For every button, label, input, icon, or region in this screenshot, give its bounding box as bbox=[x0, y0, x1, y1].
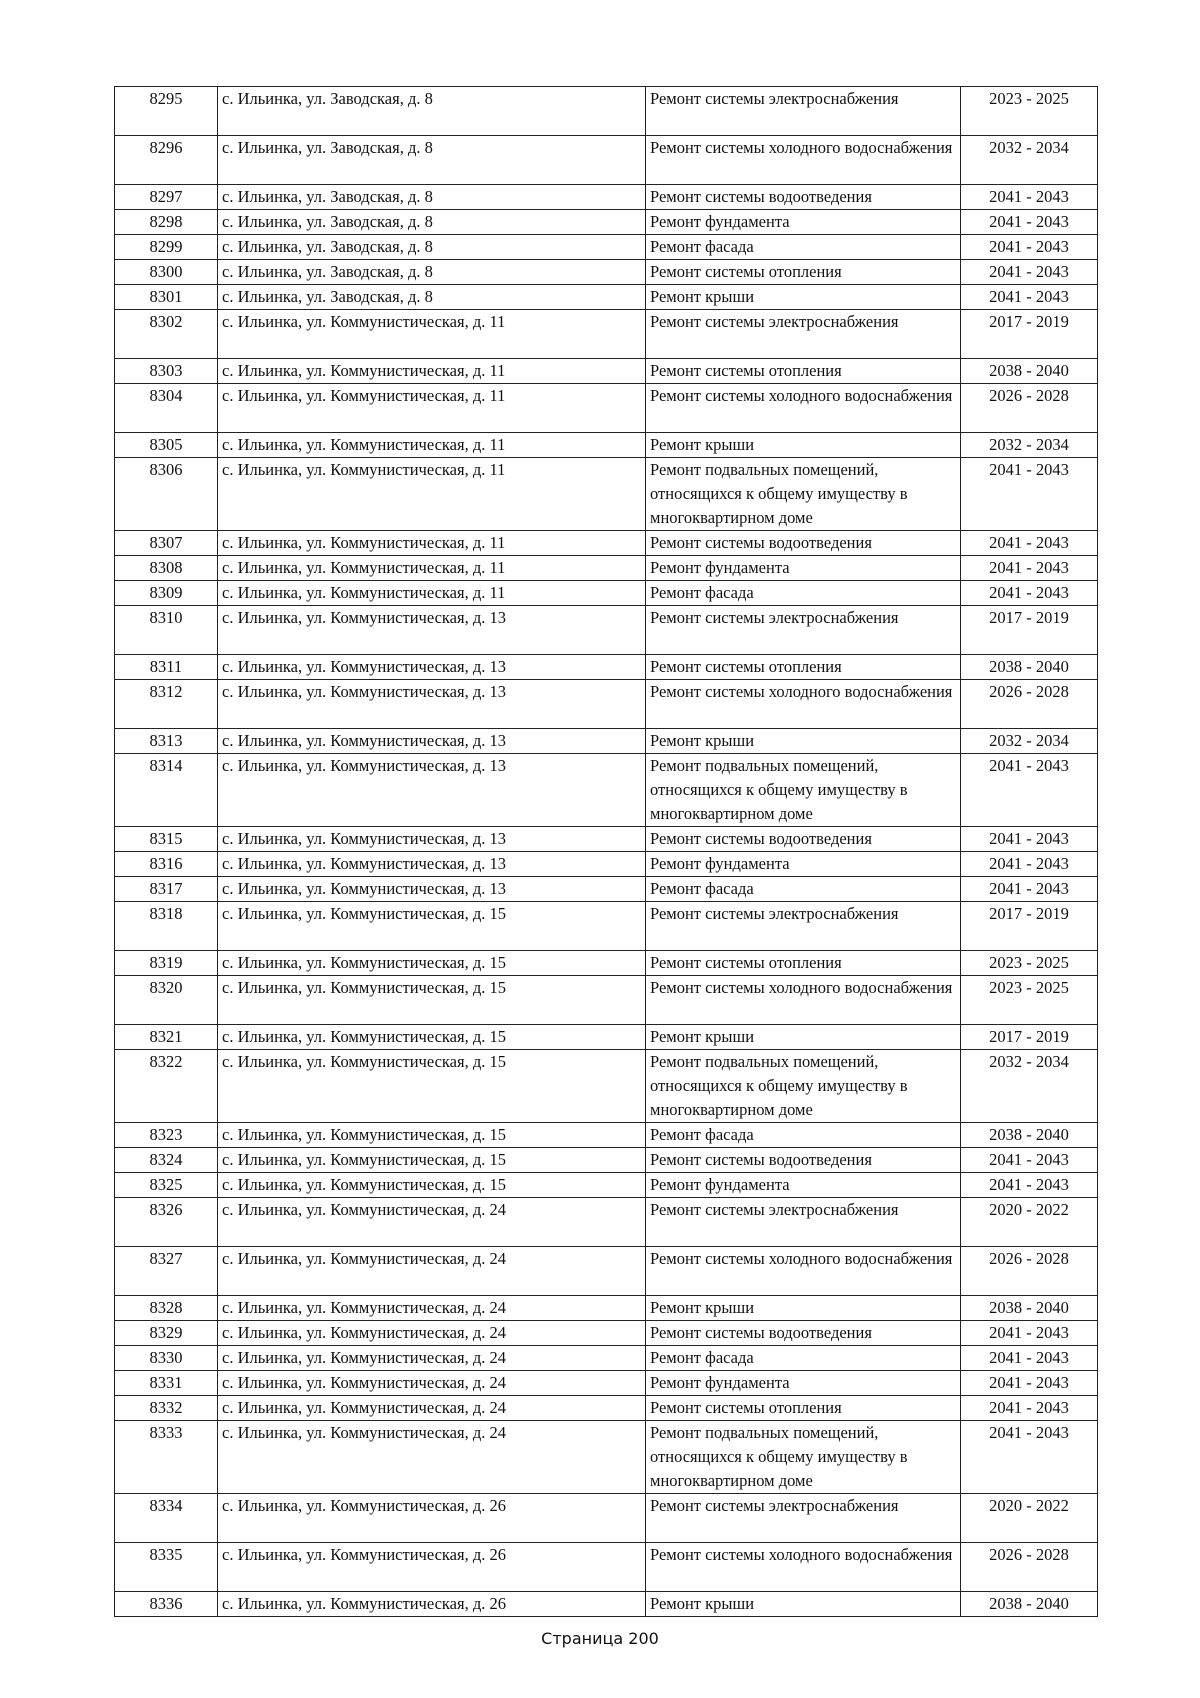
row-number: 8310 bbox=[115, 606, 218, 655]
period-cell: 2038 - 2040 bbox=[961, 1296, 1098, 1321]
work-type-cell: Ремонт фасада bbox=[646, 581, 961, 606]
address-cell: с. Ильинка, ул. Коммунистическая, д. 24 bbox=[218, 1198, 646, 1247]
address-cell: с. Ильинка, ул. Заводская, д. 8 bbox=[218, 185, 646, 210]
address-cell: с. Ильинка, ул. Коммунистическая, д. 11 bbox=[218, 384, 646, 433]
row-number: 8312 bbox=[115, 680, 218, 729]
period-cell: 2041 - 2043 bbox=[961, 1371, 1098, 1396]
row-number: 8321 bbox=[115, 1025, 218, 1050]
work-type-cell: Ремонт системы водоотведения bbox=[646, 1148, 961, 1173]
address-cell: с. Ильинка, ул. Коммунистическая, д. 13 bbox=[218, 655, 646, 680]
row-number: 8313 bbox=[115, 729, 218, 754]
work-type-cell: Ремонт крыши bbox=[646, 1296, 961, 1321]
work-type-cell: Ремонт фасада bbox=[646, 235, 961, 260]
work-type-cell: Ремонт системы холодного водоснабжения bbox=[646, 680, 961, 729]
table-row bbox=[115, 384, 1098, 433]
address-cell: с. Ильинка, ул. Коммунистическая, д. 11 bbox=[218, 581, 646, 606]
address-cell: с. Ильинка, ул. Коммунистическая, д. 15 bbox=[218, 1050, 646, 1123]
work-type-cell: Ремонт системы электроснабжения bbox=[646, 902, 961, 951]
row-number: 8335 bbox=[115, 1543, 218, 1592]
row-number: 8295 bbox=[115, 87, 218, 136]
period-cell: 2038 - 2040 bbox=[961, 359, 1098, 384]
period-cell: 2032 - 2034 bbox=[961, 433, 1098, 458]
period-cell: 2041 - 2043 bbox=[961, 1421, 1098, 1494]
row-number: 8303 bbox=[115, 359, 218, 384]
address-cell: с. Ильинка, ул. Коммунистическая, д. 13 bbox=[218, 680, 646, 729]
work-type-cell: Ремонт системы холодного водоснабжения bbox=[646, 384, 961, 433]
period-cell: 2038 - 2040 bbox=[961, 1592, 1098, 1617]
table-row bbox=[115, 951, 1098, 976]
work-type-cell: Ремонт фасада bbox=[646, 877, 961, 902]
table-row bbox=[115, 210, 1098, 235]
table-row bbox=[115, 1421, 1098, 1494]
period-cell: 2032 - 2034 bbox=[961, 729, 1098, 754]
table-row bbox=[115, 581, 1098, 606]
period-cell: 2020 - 2022 bbox=[961, 1494, 1098, 1543]
work-type-cell: Ремонт системы электроснабжения bbox=[646, 1494, 961, 1543]
address-cell: с. Ильинка, ул. Коммунистическая, д. 13 bbox=[218, 606, 646, 655]
table-row bbox=[115, 1346, 1098, 1371]
row-number: 8330 bbox=[115, 1346, 218, 1371]
work-type-cell: Ремонт системы отопления bbox=[646, 655, 961, 680]
row-number: 8308 bbox=[115, 556, 218, 581]
table-row bbox=[115, 136, 1098, 185]
row-number: 8314 bbox=[115, 754, 218, 827]
period-cell: 2041 - 2043 bbox=[961, 1321, 1098, 1346]
work-type-cell: Ремонт подвальных помещений, относящихся к общему имуществу в многоквартирном доме bbox=[646, 458, 961, 531]
address-cell: с. Ильинка, ул. Коммунистическая, д. 13 bbox=[218, 754, 646, 827]
period-cell: 2023 - 2025 bbox=[961, 87, 1098, 136]
period-cell: 2020 - 2022 bbox=[961, 1198, 1098, 1247]
row-number: 8296 bbox=[115, 136, 218, 185]
period-cell: 2041 - 2043 bbox=[961, 1396, 1098, 1421]
period-cell: 2026 - 2028 bbox=[961, 384, 1098, 433]
address-cell: с. Ильинка, ул. Коммунистическая, д. 15 bbox=[218, 1148, 646, 1173]
table-row bbox=[115, 1148, 1098, 1173]
address-cell: с. Ильинка, ул. Коммунистическая, д. 24 bbox=[218, 1346, 646, 1371]
work-type-cell: Ремонт системы электроснабжения bbox=[646, 1198, 961, 1247]
table-row bbox=[115, 285, 1098, 310]
period-cell: 2017 - 2019 bbox=[961, 606, 1098, 655]
address-cell: с. Ильинка, ул. Заводская, д. 8 bbox=[218, 260, 646, 285]
address-cell: с. Ильинка, ул. Коммунистическая, д. 11 bbox=[218, 531, 646, 556]
row-number: 8320 bbox=[115, 976, 218, 1025]
work-type-cell: Ремонт системы водоотведения bbox=[646, 1321, 961, 1346]
row-number: 8315 bbox=[115, 827, 218, 852]
period-cell: 2041 - 2043 bbox=[961, 827, 1098, 852]
table-row bbox=[115, 458, 1098, 531]
table-row bbox=[115, 606, 1098, 655]
address-cell: с. Ильинка, ул. Коммунистическая, д. 13 bbox=[218, 852, 646, 877]
table-row bbox=[115, 359, 1098, 384]
table-row bbox=[115, 1494, 1098, 1543]
address-cell: с. Ильинка, ул. Коммунистическая, д. 11 bbox=[218, 310, 646, 359]
table-row bbox=[115, 433, 1098, 458]
address-cell: с. Ильинка, ул. Заводская, д. 8 bbox=[218, 87, 646, 136]
work-type-cell: Ремонт фундамента bbox=[646, 852, 961, 877]
address-cell: с. Ильинка, ул. Коммунистическая, д. 15 bbox=[218, 951, 646, 976]
work-type-cell: Ремонт подвальных помещений, относящихся к общему имуществу в многоквартирном доме bbox=[646, 754, 961, 827]
address-cell: с. Ильинка, ул. Коммунистическая, д. 13 bbox=[218, 877, 646, 902]
row-number: 8302 bbox=[115, 310, 218, 359]
period-cell: 2041 - 2043 bbox=[961, 235, 1098, 260]
period-cell: 2026 - 2028 bbox=[961, 680, 1098, 729]
table-row bbox=[115, 827, 1098, 852]
table-row bbox=[115, 877, 1098, 902]
row-number: 8301 bbox=[115, 285, 218, 310]
period-cell: 2041 - 2043 bbox=[961, 260, 1098, 285]
row-number: 8325 bbox=[115, 1173, 218, 1198]
work-type-cell: Ремонт системы холодного водоснабжения bbox=[646, 1543, 961, 1592]
address-cell: с. Ильинка, ул. Коммунистическая, д. 13 bbox=[218, 827, 646, 852]
period-cell: 2032 - 2034 bbox=[961, 1050, 1098, 1123]
work-type-cell: Ремонт фундамента bbox=[646, 210, 961, 235]
address-cell: с. Ильинка, ул. Коммунистическая, д. 24 bbox=[218, 1421, 646, 1494]
work-type-cell: Ремонт крыши bbox=[646, 1592, 961, 1617]
table-row bbox=[115, 87, 1098, 136]
address-cell: с. Ильинка, ул. Коммунистическая, д. 26 bbox=[218, 1543, 646, 1592]
work-type-cell: Ремонт подвальных помещений, относящихся к общему имуществу в многоквартирном доме bbox=[646, 1421, 961, 1494]
row-number: 8316 bbox=[115, 852, 218, 877]
row-number: 8300 bbox=[115, 260, 218, 285]
table-row bbox=[115, 1592, 1098, 1617]
work-type-cell: Ремонт крыши bbox=[646, 729, 961, 754]
table-row bbox=[115, 754, 1098, 827]
period-cell: 2041 - 2043 bbox=[961, 531, 1098, 556]
work-type-cell: Ремонт фасада bbox=[646, 1123, 961, 1148]
work-type-cell: Ремонт фасада bbox=[646, 1346, 961, 1371]
address-cell: с. Ильинка, ул. Коммунистическая, д. 15 bbox=[218, 1123, 646, 1148]
row-number: 8306 bbox=[115, 458, 218, 531]
work-type-cell: Ремонт системы электроснабжения bbox=[646, 606, 961, 655]
row-number: 8327 bbox=[115, 1247, 218, 1296]
table-row bbox=[115, 1123, 1098, 1148]
table-row bbox=[115, 1198, 1098, 1247]
work-type-cell: Ремонт системы отопления bbox=[646, 359, 961, 384]
table-row bbox=[115, 1543, 1098, 1592]
period-cell: 2023 - 2025 bbox=[961, 951, 1098, 976]
row-number: 8297 bbox=[115, 185, 218, 210]
period-cell: 2041 - 2043 bbox=[961, 1148, 1098, 1173]
address-cell: с. Ильинка, ул. Коммунистическая, д. 15 bbox=[218, 1173, 646, 1198]
work-type-cell: Ремонт системы водоотведения bbox=[646, 185, 961, 210]
period-cell: 2041 - 2043 bbox=[961, 877, 1098, 902]
address-cell: с. Ильинка, ул. Коммунистическая, д. 11 bbox=[218, 556, 646, 581]
row-number: 8329 bbox=[115, 1321, 218, 1346]
work-type-cell: Ремонт системы водоотведения bbox=[646, 531, 961, 556]
row-number: 8336 bbox=[115, 1592, 218, 1617]
work-type-cell: Ремонт системы водоотведения bbox=[646, 827, 961, 852]
work-type-cell: Ремонт фундамента bbox=[646, 1173, 961, 1198]
period-cell: 2026 - 2028 bbox=[961, 1543, 1098, 1592]
address-cell: с. Ильинка, ул. Коммунистическая, д. 11 bbox=[218, 359, 646, 384]
row-number: 8317 bbox=[115, 877, 218, 902]
table-row bbox=[115, 655, 1098, 680]
table-row bbox=[115, 976, 1098, 1025]
address-cell: с. Ильинка, ул. Коммунистическая, д. 26 bbox=[218, 1592, 646, 1617]
address-cell: с. Ильинка, ул. Коммунистическая, д. 13 bbox=[218, 729, 646, 754]
row-number: 8299 bbox=[115, 235, 218, 260]
work-type-cell: Ремонт системы отопления bbox=[646, 951, 961, 976]
table-row bbox=[115, 1247, 1098, 1296]
table-row bbox=[115, 556, 1098, 581]
address-cell: с. Ильинка, ул. Коммунистическая, д. 24 bbox=[218, 1396, 646, 1421]
address-cell: с. Ильинка, ул. Заводская, д. 8 bbox=[218, 210, 646, 235]
row-number: 8307 bbox=[115, 531, 218, 556]
work-type-cell: Ремонт системы холодного водоснабжения bbox=[646, 136, 961, 185]
table-row bbox=[115, 902, 1098, 951]
period-cell: 2032 - 2034 bbox=[961, 136, 1098, 185]
work-type-cell: Ремонт системы отопления bbox=[646, 260, 961, 285]
address-cell: с. Ильинка, ул. Коммунистическая, д. 15 bbox=[218, 902, 646, 951]
work-type-cell: Ремонт крыши bbox=[646, 1025, 961, 1050]
table-row bbox=[115, 1173, 1098, 1198]
row-number: 8326 bbox=[115, 1198, 218, 1247]
row-number: 8309 bbox=[115, 581, 218, 606]
period-cell: 2038 - 2040 bbox=[961, 1123, 1098, 1148]
row-number: 8318 bbox=[115, 902, 218, 951]
period-cell: 2017 - 2019 bbox=[961, 902, 1098, 951]
table-body bbox=[115, 87, 1098, 1617]
address-cell: с. Ильинка, ул. Коммунистическая, д. 15 bbox=[218, 1025, 646, 1050]
work-type-cell: Ремонт системы электроснабжения bbox=[646, 310, 961, 359]
work-type-cell: Ремонт системы электроснабжения bbox=[646, 87, 961, 136]
period-cell: 2017 - 2019 bbox=[961, 310, 1098, 359]
row-number: 8332 bbox=[115, 1396, 218, 1421]
address-cell: с. Ильинка, ул. Коммунистическая, д. 24 bbox=[218, 1321, 646, 1346]
table-row bbox=[115, 1296, 1098, 1321]
table-row bbox=[115, 531, 1098, 556]
period-cell: 2017 - 2019 bbox=[961, 1025, 1098, 1050]
period-cell: 2041 - 2043 bbox=[961, 458, 1098, 531]
table-row bbox=[115, 1025, 1098, 1050]
address-cell: с. Ильинка, ул. Коммунистическая, д. 24 bbox=[218, 1247, 646, 1296]
row-number: 8334 bbox=[115, 1494, 218, 1543]
table-row bbox=[115, 185, 1098, 210]
row-number: 8333 bbox=[115, 1421, 218, 1494]
table-row bbox=[115, 852, 1098, 877]
period-cell: 2026 - 2028 bbox=[961, 1247, 1098, 1296]
work-type-cell: Ремонт крыши bbox=[646, 433, 961, 458]
period-cell: 2041 - 2043 bbox=[961, 210, 1098, 235]
row-number: 8328 bbox=[115, 1296, 218, 1321]
address-cell: с. Ильинка, ул. Коммунистическая, д. 11 bbox=[218, 433, 646, 458]
repair-schedule-table bbox=[114, 86, 1098, 1617]
row-number: 8305 bbox=[115, 433, 218, 458]
table-row bbox=[115, 1396, 1098, 1421]
work-type-cell: Ремонт фундамента bbox=[646, 556, 961, 581]
period-cell: 2038 - 2040 bbox=[961, 655, 1098, 680]
row-number: 8319 bbox=[115, 951, 218, 976]
address-cell: с. Ильинка, ул. Заводская, д. 8 bbox=[218, 136, 646, 185]
row-number: 8324 bbox=[115, 1148, 218, 1173]
period-cell: 2041 - 2043 bbox=[961, 1173, 1098, 1198]
period-cell: 2041 - 2043 bbox=[961, 754, 1098, 827]
row-number: 8304 bbox=[115, 384, 218, 433]
table-row bbox=[115, 260, 1098, 285]
table-row bbox=[115, 1371, 1098, 1396]
row-number: 8322 bbox=[115, 1050, 218, 1123]
address-cell: с. Ильинка, ул. Коммунистическая, д. 24 bbox=[218, 1296, 646, 1321]
table-row bbox=[115, 729, 1098, 754]
work-type-cell: Ремонт системы холодного водоснабжения bbox=[646, 976, 961, 1025]
table-row bbox=[115, 310, 1098, 359]
row-number: 8311 bbox=[115, 655, 218, 680]
address-cell: с. Ильинка, ул. Коммунистическая, д. 15 bbox=[218, 976, 646, 1025]
row-number: 8298 bbox=[115, 210, 218, 235]
work-type-cell: Ремонт фундамента bbox=[646, 1371, 961, 1396]
address-cell: с. Ильинка, ул. Коммунистическая, д. 26 bbox=[218, 1494, 646, 1543]
page-number: Страница 200 bbox=[541, 1629, 659, 1648]
work-type-cell: Ремонт подвальных помещений, относящихся к общему имуществу в многоквартирном доме bbox=[646, 1050, 961, 1123]
period-cell: 2041 - 2043 bbox=[961, 285, 1098, 310]
table-row bbox=[115, 680, 1098, 729]
table-row bbox=[115, 235, 1098, 260]
table-row bbox=[115, 1321, 1098, 1346]
address-cell: с. Ильинка, ул. Заводская, д. 8 bbox=[218, 285, 646, 310]
address-cell: с. Ильинка, ул. Заводская, д. 8 bbox=[218, 235, 646, 260]
work-type-cell: Ремонт системы отопления bbox=[646, 1396, 961, 1421]
period-cell: 2023 - 2025 bbox=[961, 976, 1098, 1025]
period-cell: 2041 - 2043 bbox=[961, 1346, 1098, 1371]
period-cell: 2041 - 2043 bbox=[961, 556, 1098, 581]
work-type-cell: Ремонт системы холодного водоснабжения bbox=[646, 1247, 961, 1296]
row-number: 8323 bbox=[115, 1123, 218, 1148]
address-cell: с. Ильинка, ул. Коммунистическая, д. 11 bbox=[218, 458, 646, 531]
period-cell: 2041 - 2043 bbox=[961, 581, 1098, 606]
row-number: 8331 bbox=[115, 1371, 218, 1396]
table-row bbox=[115, 1050, 1098, 1123]
period-cell: 2041 - 2043 bbox=[961, 185, 1098, 210]
address-cell: с. Ильинка, ул. Коммунистическая, д. 24 bbox=[218, 1371, 646, 1396]
work-type-cell: Ремонт крыши bbox=[646, 285, 961, 310]
period-cell: 2041 - 2043 bbox=[961, 852, 1098, 877]
